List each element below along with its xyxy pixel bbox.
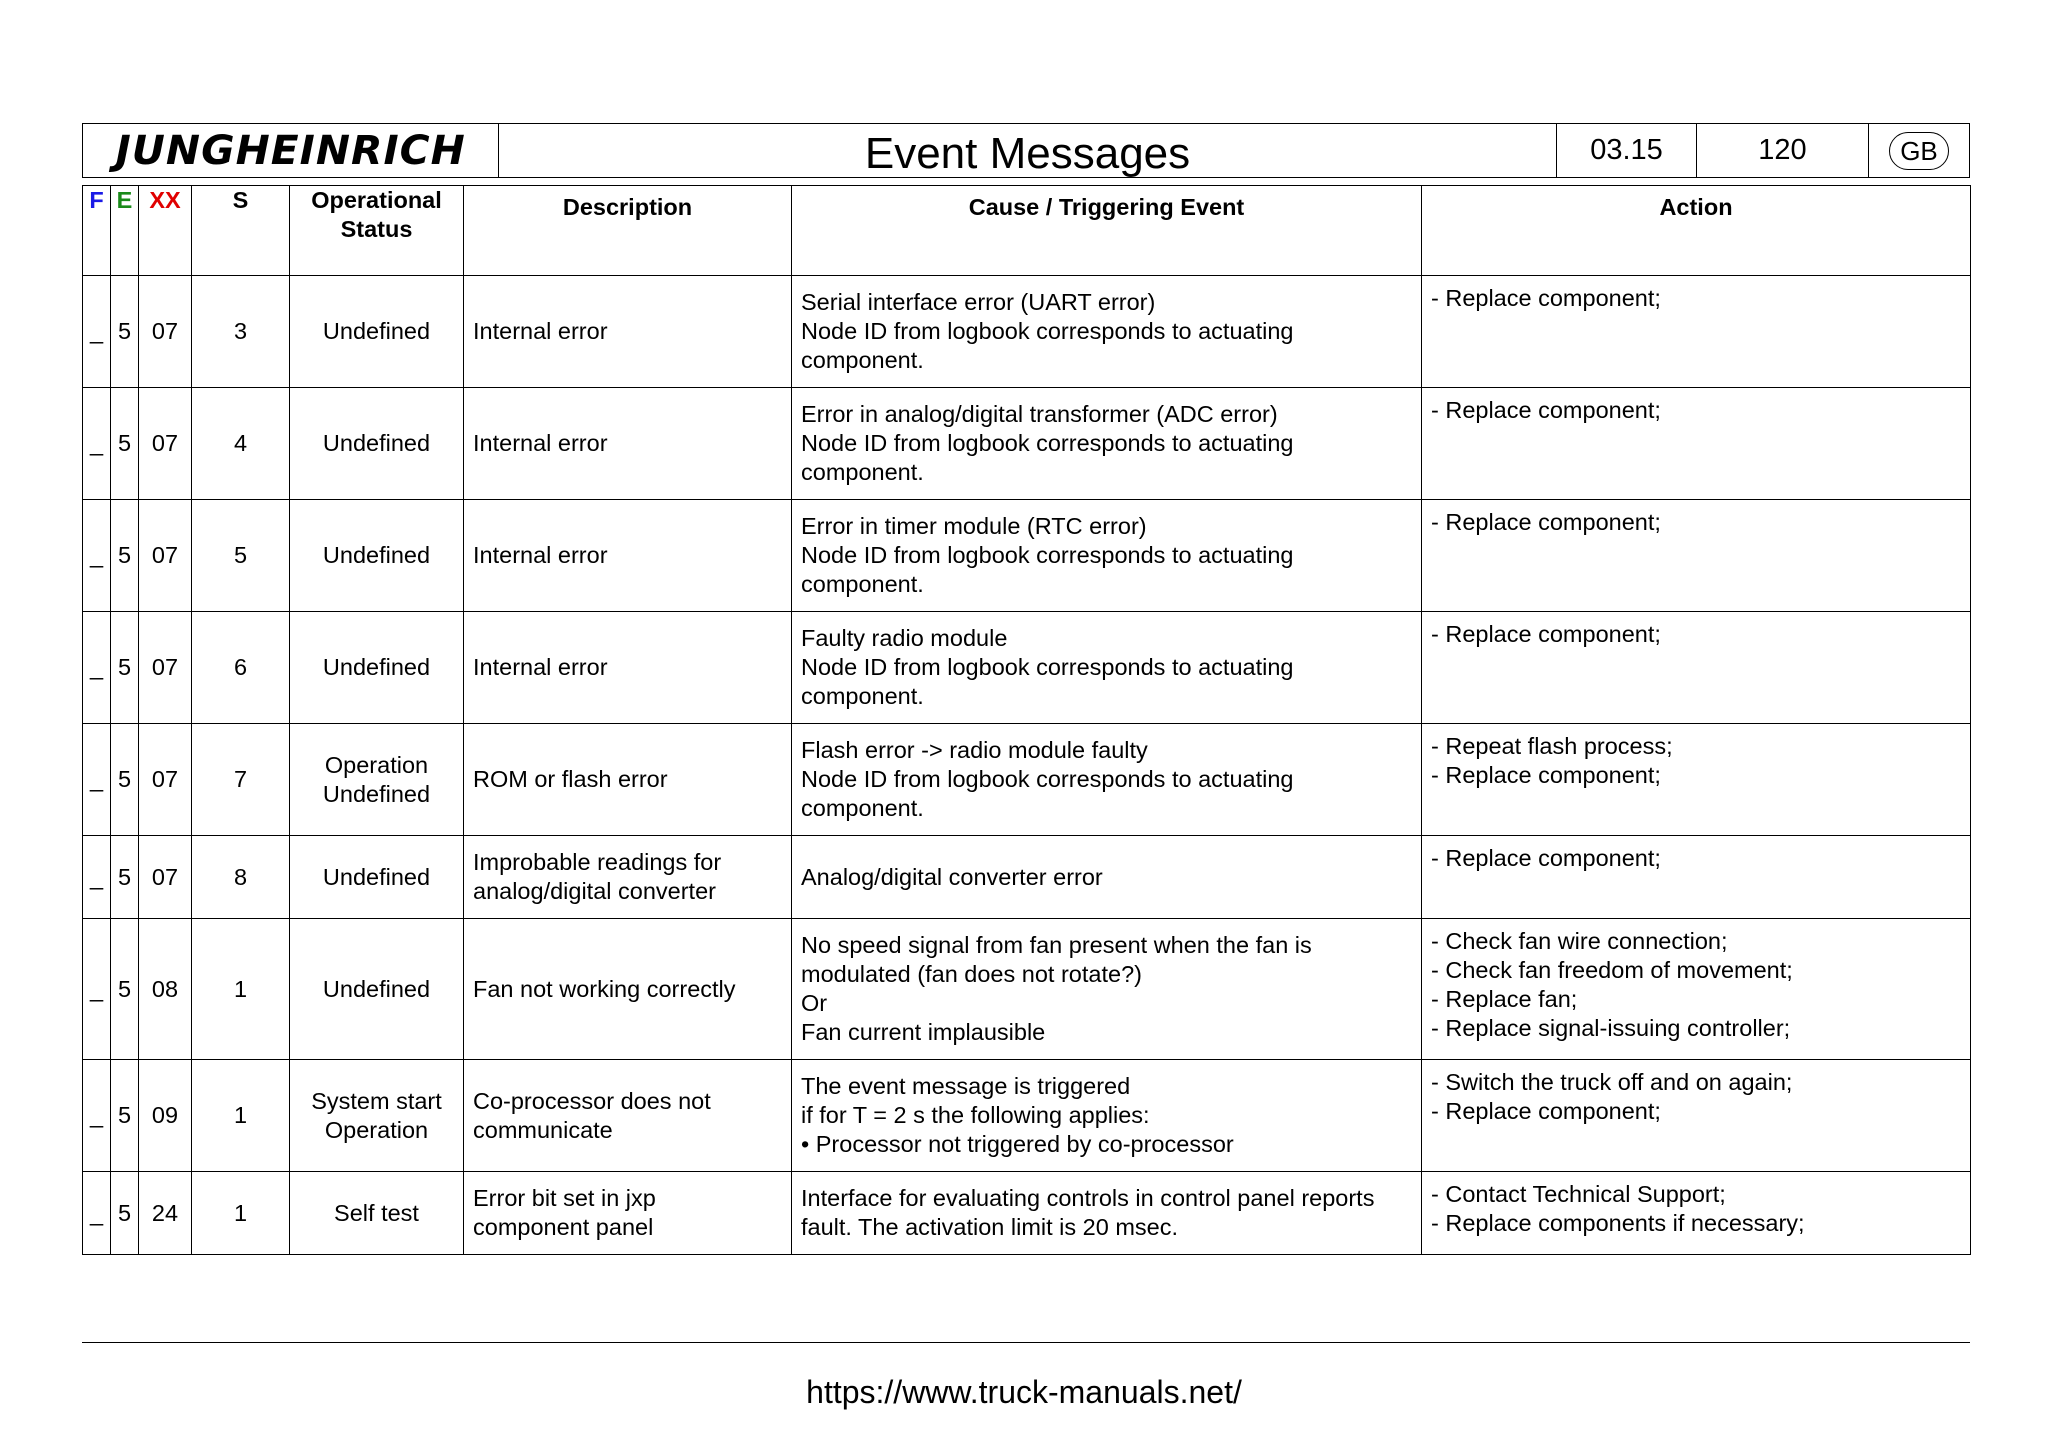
cell-cause-line: component. <box>801 347 924 373</box>
cell-action-line: - Replace component; <box>1431 845 1661 871</box>
cell-xx: 07 <box>139 612 192 724</box>
cell-e: 5 <box>111 500 139 612</box>
cell-f: _ <box>83 612 111 724</box>
cell-action <box>1422 388 1971 500</box>
cell-description-line: Internal error <box>473 542 608 568</box>
cell-operational-status-line: Undefined <box>322 780 431 807</box>
cell-action-line: - Contact Technical Support; <box>1431 1181 1726 1207</box>
cell-cause-line: Node ID from logbook corresponds to actuating <box>801 654 1294 680</box>
cell-description <box>464 276 792 388</box>
cell-e: 5 <box>111 1172 139 1255</box>
cell-action <box>1422 612 1971 724</box>
cell-description-line: Improbable readings for <box>473 849 722 875</box>
table-body <box>83 276 1971 1255</box>
cell-f: _ <box>83 836 111 919</box>
cell-operational-status-line: Undefined <box>322 318 431 344</box>
cell-cause-line: Flash error -> radio module faulty <box>801 737 1148 763</box>
brand-logo-text: JUNGHEINRICH <box>115 127 466 174</box>
cell-action <box>1422 1060 1971 1172</box>
cell-action <box>1422 500 1971 612</box>
cell-description-line: component panel <box>473 1214 654 1240</box>
cell-action-line: - Replace component; <box>1431 762 1661 788</box>
cell-action-line: - Replace fan; <box>1431 986 1578 1012</box>
cell-cause-line: Node ID from logbook corresponds to actuating <box>801 318 1294 344</box>
cell-cause <box>792 612 1422 724</box>
cell-description <box>464 1172 792 1255</box>
cell-cause-line: Error in timer module (RTC error) <box>801 513 1147 539</box>
cell-operational-status <box>290 500 464 612</box>
column-header-f: F <box>83 186 111 276</box>
cell-e: 5 <box>111 276 139 388</box>
cell-operational-status <box>290 919 464 1060</box>
cell-action <box>1422 276 1971 388</box>
cell-description-line: Internal error <box>473 318 608 344</box>
cell-cause-line: component. <box>801 459 924 485</box>
cell-f: _ <box>83 1060 111 1172</box>
cell-s: 1 <box>192 1060 290 1172</box>
cell-s: 3 <box>192 276 290 388</box>
cell-cause-line: Node ID from logbook corresponds to actuating <box>801 542 1294 568</box>
cell-operational-status <box>290 1172 464 1255</box>
cell-action-line: - Repeat flash process; <box>1431 733 1673 759</box>
cell-description-line: Fan not working correctly <box>473 975 736 1002</box>
cell-cause-line: Error in analog/digital transformer (ADC error) <box>801 401 1278 427</box>
cell-operational-status <box>290 388 464 500</box>
cell-operational-status-line: Operation <box>324 751 429 778</box>
cell-operational-status-line: Undefined <box>322 654 431 680</box>
table-row <box>83 1172 1971 1255</box>
cell-cause-line: fault. The activation limit is 20 msec. <box>801 1214 1179 1240</box>
footer-url: https://www.truck-manuals.net/ <box>806 1374 1242 1410</box>
cell-xx: 07 <box>139 724 192 836</box>
cell-e: 5 <box>111 836 139 919</box>
cell-f: _ <box>83 388 111 500</box>
cell-action-line: - Replace component; <box>1431 1098 1661 1124</box>
cell-s: 7 <box>192 724 290 836</box>
cell-description-line: Co-processor does not <box>473 1087 711 1114</box>
cell-cause <box>792 836 1422 919</box>
cell-operational-status <box>290 276 464 388</box>
cell-description-line: ROM or flash error <box>473 766 668 792</box>
cell-operational-status <box>290 612 464 724</box>
cell-s: 4 <box>192 388 290 500</box>
page-number: 120 <box>1697 124 1869 177</box>
cell-xx: 07 <box>139 276 192 388</box>
document-date: 03.15 <box>1557 124 1697 177</box>
cell-description <box>464 919 792 1060</box>
column-header-description: Description <box>464 186 792 276</box>
cell-description <box>464 836 792 919</box>
cell-s: 6 <box>192 612 290 724</box>
language-badge: GB <box>1889 132 1949 170</box>
table-row <box>83 500 1971 612</box>
cell-xx: 07 <box>139 388 192 500</box>
cell-cause-line: component. <box>801 795 924 821</box>
table-row <box>83 1060 1971 1172</box>
cell-operational-status-line: Undefined <box>322 542 431 568</box>
cell-cause-line: Node ID from logbook corresponds to actuating <box>801 766 1294 792</box>
cell-description-line: Internal error <box>473 654 608 680</box>
column-header-xx: XX <box>139 186 192 276</box>
cell-s: 8 <box>192 836 290 919</box>
cell-action-line: - Replace components if necessary; <box>1431 1210 1805 1236</box>
cell-e: 5 <box>111 388 139 500</box>
column-header-operational-status: Operational Status <box>290 186 464 276</box>
cell-e: 5 <box>111 919 139 1060</box>
cell-cause <box>792 388 1422 500</box>
cell-s: 1 <box>192 919 290 1060</box>
cell-f: _ <box>83 919 111 1060</box>
cell-cause <box>792 919 1422 1060</box>
cell-f: _ <box>83 500 111 612</box>
cell-cause-line: component. <box>801 683 924 709</box>
table-row <box>83 836 1971 919</box>
cell-description-line: Internal error <box>473 430 608 456</box>
cell-operational-status-line: System start <box>311 1087 442 1114</box>
table-row <box>83 919 1971 1060</box>
cell-s: 5 <box>192 500 290 612</box>
cell-cause-line: Interface for evaluating controls in control panel reports <box>801 1185 1375 1211</box>
cell-cause-line: Fan current implausible <box>801 1019 1046 1045</box>
table-row <box>83 276 1971 388</box>
cell-cause-line: Faulty radio module <box>801 625 1008 651</box>
cell-operational-status <box>290 1060 464 1172</box>
event-messages-table <box>82 185 1971 1255</box>
cell-cause <box>792 724 1422 836</box>
cell-cause-line: component. <box>801 571 924 597</box>
cell-action-line: - Check fan freedom of movement; <box>1431 957 1793 983</box>
cell-f: _ <box>83 1172 111 1255</box>
cell-description <box>464 612 792 724</box>
cell-operational-status-line: Operation <box>324 1116 429 1143</box>
page-title: Event Messages <box>499 124 1557 177</box>
column-header-s: S <box>192 186 290 276</box>
cell-action-line: - Replace component; <box>1431 285 1661 311</box>
cell-cause-line: Node ID from logbook corresponds to actuating <box>801 430 1294 456</box>
column-header-e: E <box>111 186 139 276</box>
cell-description-line: Error bit set in jxp <box>473 1185 656 1211</box>
cell-cause-line: • Processor not triggered by co-processor <box>801 1131 1234 1157</box>
cell-operational-status <box>290 836 464 919</box>
cell-operational-status <box>290 724 464 836</box>
cell-xx: 07 <box>139 836 192 919</box>
cell-description <box>464 388 792 500</box>
table-row <box>83 612 1971 724</box>
table-header-row <box>83 186 1971 276</box>
cell-cause-line: The event message is triggered <box>801 1073 1131 1099</box>
cell-action-line: - Replace component; <box>1431 397 1661 423</box>
page-header <box>82 123 1970 178</box>
cell-cause-line: Or <box>801 990 828 1016</box>
cell-action <box>1422 724 1971 836</box>
cell-cause <box>792 500 1422 612</box>
cell-xx: 24 <box>139 1172 192 1255</box>
cell-cause-line: No speed signal from fan present when the fan is <box>801 932 1312 958</box>
cell-cause-line: modulated (fan does not rotate?) <box>801 961 1142 987</box>
cell-e: 5 <box>111 724 139 836</box>
cell-f: _ <box>83 724 111 836</box>
cell-action-line: - Replace component; <box>1431 621 1661 647</box>
cell-xx: 08 <box>139 919 192 1060</box>
cell-description <box>464 500 792 612</box>
cell-action <box>1422 1172 1971 1255</box>
cell-cause-line: if for T = 2 s the following applies: <box>801 1102 1150 1128</box>
cell-operational-status-line: Self test <box>334 1199 419 1226</box>
cell-description <box>464 1060 792 1172</box>
cell-cause <box>792 276 1422 388</box>
cell-description-line: communicate <box>473 1116 613 1143</box>
cell-e: 5 <box>111 1060 139 1172</box>
table-row <box>83 388 1971 500</box>
cell-operational-status-line: Undefined <box>322 430 431 456</box>
cell-action-line: - Replace component; <box>1431 509 1661 535</box>
cell-cause <box>792 1060 1422 1172</box>
language-cell <box>1869 124 1969 177</box>
cell-action <box>1422 836 1971 919</box>
cell-description <box>464 724 792 836</box>
table-row <box>83 724 1971 836</box>
cell-action <box>1422 919 1971 1060</box>
brand-logo <box>83 124 499 177</box>
cell-xx: 09 <box>139 1060 192 1172</box>
cell-s: 1 <box>192 1172 290 1255</box>
cell-f: _ <box>83 276 111 388</box>
cell-cause-line: Analog/digital converter error <box>801 863 1103 890</box>
cell-description-line: analog/digital converter <box>473 878 716 904</box>
cell-cause-line: Serial interface error (UART error) <box>801 289 1156 315</box>
cell-xx: 07 <box>139 500 192 612</box>
cell-action-line: - Switch the truck off and on again; <box>1431 1069 1793 1095</box>
cell-action-line: - Check fan wire connection; <box>1431 928 1728 954</box>
column-header-cause: Cause / Triggering Event <box>792 186 1422 276</box>
cell-action-line: - Replace signal-issuing controller; <box>1431 1015 1791 1041</box>
cell-operational-status-line: Undefined <box>322 975 431 1002</box>
cell-e: 5 <box>111 612 139 724</box>
cell-cause <box>792 1172 1422 1255</box>
cell-operational-status-line: Undefined <box>322 863 431 890</box>
footer-divider <box>82 1342 1970 1343</box>
column-header-action: Action <box>1422 186 1971 276</box>
